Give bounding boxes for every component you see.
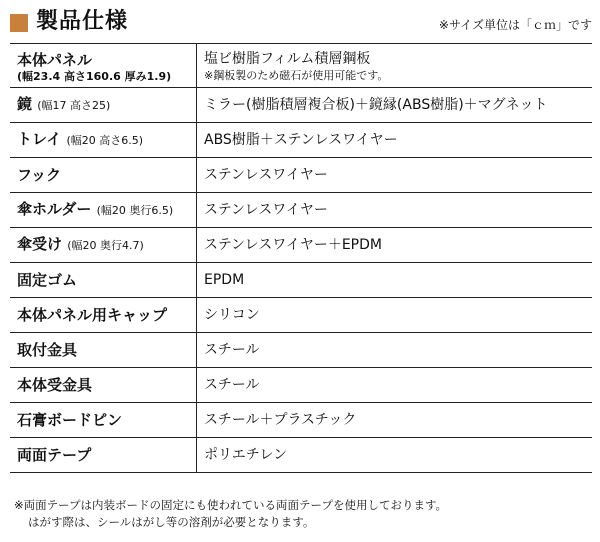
spec-row	[10, 263, 592, 298]
page-title: 製品仕様	[36, 9, 129, 34]
spec-row	[10, 368, 592, 403]
spec-name-cell	[10, 193, 197, 228]
spec-size: (幅20 高さ6.5)	[66, 134, 144, 147]
spec-row	[10, 88, 592, 123]
unit-note: ※サイズ単位は「ｃｍ」です	[438, 18, 592, 32]
spec-value: 塩ビ樹脂フィルム積層鋼板	[204, 50, 371, 67]
spec-value: スチール	[197, 333, 593, 368]
spec-value: ステンレスワイヤー＋EPDM	[197, 228, 593, 263]
spec-value-cell	[197, 44, 593, 88]
spec-value: ミラー(樹脂積層複合板)＋鏡縁(ABS樹脂)＋マグネット	[197, 88, 593, 123]
footer-note	[14, 497, 594, 531]
spec-row	[10, 333, 592, 368]
spec-table	[10, 43, 592, 473]
spec-value: ステンレスワイヤー	[197, 158, 593, 193]
footer-note-line: はがす際は、シールはがし等の溶剤が必要となります。	[28, 515, 315, 529]
spec-name: 両面テープ	[17, 446, 92, 464]
footer-note-line: ※両面テープは内装ボードの固定にも使われている両面テープを使用しております。	[14, 498, 448, 512]
spec-row	[10, 228, 592, 263]
spec-name: 本体パネル用キャップ	[17, 306, 168, 324]
spec-value: ABS樹脂＋ステンレスワイヤー	[197, 123, 593, 158]
spec-name-cell	[10, 263, 197, 298]
spec-name: 石膏ボードピン	[17, 411, 123, 429]
spec-row	[10, 123, 592, 158]
spec-row	[10, 158, 592, 193]
spec-row	[10, 193, 592, 228]
spec-name-cell	[10, 123, 197, 158]
spec-name-cell	[10, 88, 197, 123]
spec-name-cell	[10, 438, 197, 473]
page-header	[10, 8, 592, 36]
spec-name-cell	[10, 228, 197, 263]
spec-name: 傘ホルダー	[17, 200, 92, 218]
spec-row	[10, 438, 592, 473]
spec-name: トレイ	[17, 130, 62, 148]
spec-name-cell	[10, 333, 197, 368]
spec-name-cell	[10, 298, 197, 333]
spec-name: 本体受金具	[17, 376, 93, 394]
spec-size: (幅20 奥行4.7)	[67, 239, 144, 252]
spec-name: 固定ゴム	[17, 271, 78, 289]
spec-value: ステンレスワイヤー	[197, 193, 593, 228]
spec-row	[10, 298, 592, 333]
spec-name-cell	[10, 368, 197, 403]
spec-name: 鏡	[17, 95, 33, 113]
spec-value: EPDM	[197, 263, 593, 298]
spec-name: 傘受け	[17, 235, 63, 253]
accent-square-icon	[10, 14, 28, 32]
spec-value-note: ※鋼板製のため磁石が使用可能です。	[204, 68, 389, 82]
spec-name: フック	[17, 166, 61, 184]
spec-name-cell	[10, 44, 197, 88]
spec-name: 本体パネル	[17, 50, 93, 69]
spec-name: 取付金具	[17, 341, 78, 359]
spec-size: (幅17 高さ25)	[37, 99, 111, 112]
spec-row	[10, 403, 592, 438]
spec-name-cell	[10, 403, 197, 438]
spec-value: スチール	[197, 368, 593, 403]
spec-row	[10, 44, 592, 88]
spec-name-cell	[10, 158, 197, 193]
spec-size: (幅20 奥行6.5)	[96, 204, 174, 217]
spec-value: シリコン	[197, 298, 593, 333]
spec-size: (幅23.4 高さ160.6 厚み1.9)	[17, 69, 172, 83]
spec-value: ポリエチレン	[197, 438, 593, 473]
spec-value: スチール＋プラスチック	[197, 403, 593, 438]
